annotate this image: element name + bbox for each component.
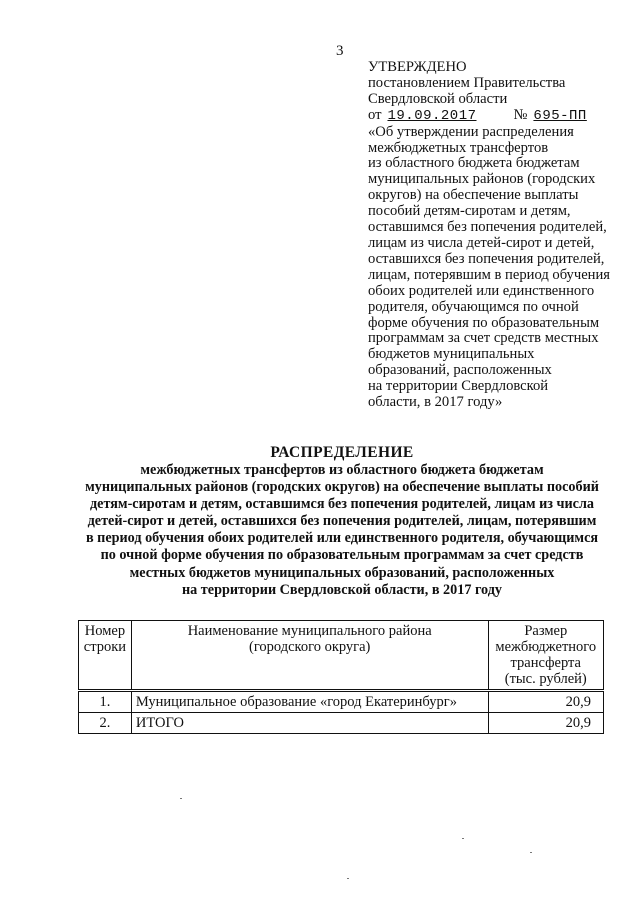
header-municipality-name [131, 621, 488, 691]
decree-date: 19.09.2017 [387, 107, 477, 124]
municipality-name-cell: Муниципальное образование «город Екатеринбург» [131, 691, 488, 713]
transfer-amount-cell: 20,9 [488, 713, 603, 734]
approval-subject-line: бюджетов муниципальных [368, 346, 535, 363]
header-text: Размер [524, 623, 568, 639]
transfer-amount-cell: 20,9 [488, 691, 603, 713]
date-prefix: от [368, 106, 382, 123]
heading-line: местных бюджетов муниципальных образований, расположенных [129, 564, 555, 581]
heading-line: по очной форме обучения по образовательным программам за счет средств [100, 547, 584, 564]
heading-line: межбюджетных трансфертов из областного бюджета бюджетам [140, 462, 544, 478]
approval-subject-line: межбюджетных трансфертов [368, 139, 549, 156]
scan-speck [180, 798, 182, 799]
table-row [79, 691, 604, 713]
scan-speck [462, 838, 464, 839]
table-row-total [79, 713, 604, 734]
approval-subject-line: оставшимся без попечения родителей, [368, 219, 607, 236]
header-row-number [79, 621, 132, 691]
heading-line: детей-сирот и детей, оставшихся без попечения родителей, лицам, потерявшим [87, 513, 597, 530]
scan-speck [530, 852, 532, 853]
number-sign: № [513, 106, 528, 123]
header-text: Наименование муниципального района [187, 623, 432, 639]
header-transfer-amount [488, 621, 603, 691]
approval-subject-line: пособий детям-сиротам и детям, [368, 203, 571, 220]
heading-line: на территории Свердловской области, в 2017 году [181, 581, 502, 598]
approval-subject-line: программам за счет средств местных [368, 330, 599, 347]
header-text: (тыс. рублей) [504, 671, 587, 687]
approval-region-line: Свердловской области [368, 90, 508, 107]
approval-approved-label: УТВЕРЖДЕНО [368, 59, 467, 75]
approval-subject-line: родителя, обучающимся по очной [368, 298, 579, 315]
heading-line: муниципальных районов (городских округов) на обеспечение выплаты пособий [85, 479, 599, 496]
row-number-cell: 1. [79, 691, 132, 713]
header-text: строки [83, 639, 127, 655]
heading-line: детям-сиротам и детям, оставшимся без попечения родителей, лицам из числа [89, 496, 595, 513]
document-title: РАСПРЕДЕЛЕНИЕ [270, 444, 414, 461]
header-text: Номер [84, 623, 126, 639]
row-number-cell: 2. [79, 713, 132, 734]
approval-subject-line: на территории Свердловской [368, 378, 549, 395]
approval-subject-line: лицам, потерявшим в период обучения [368, 266, 611, 283]
approval-subject-line: из областного бюджета бюджетам [368, 155, 580, 172]
approval-subject-line: обоих родителей или единственного [368, 282, 595, 299]
approval-subject-line: образований, расположенных [368, 362, 552, 379]
decree-number: 695-ПП [533, 107, 587, 124]
scan-speck [347, 878, 349, 879]
approval-subject-line: округов) на обеспечение выплаты [368, 187, 579, 204]
approval-block [368, 60, 630, 411]
table-header-row [79, 621, 604, 691]
approval-subject-line: лицам из числа детей-сирот и детей, [368, 234, 595, 251]
approval-subject-line: муниципальных районов (городских [368, 171, 596, 188]
approval-subject-line: «Об утверждении распределения [368, 123, 574, 140]
distribution-table [78, 620, 604, 734]
approval-subject-line: форме обучения по образовательным [368, 314, 600, 331]
approval-subject-line: оставшихся без попечения родителей, [368, 250, 605, 267]
header-text: межбюджетного [495, 639, 597, 655]
header-text: (городского округа) [248, 639, 371, 655]
approval-date-number-row [368, 108, 630, 125]
document-heading [70, 444, 614, 599]
municipality-name-cell: ИТОГО [131, 713, 488, 734]
page-number: 3 [336, 43, 344, 59]
approval-subject-line: области, в 2017 году» [368, 394, 503, 411]
header-text: трансферта [510, 655, 581, 671]
approval-issuer-line: постановлением Правительства [368, 74, 566, 91]
heading-line: в период обучения обоих родителей или единственного родителя, обучающимся [85, 530, 599, 547]
